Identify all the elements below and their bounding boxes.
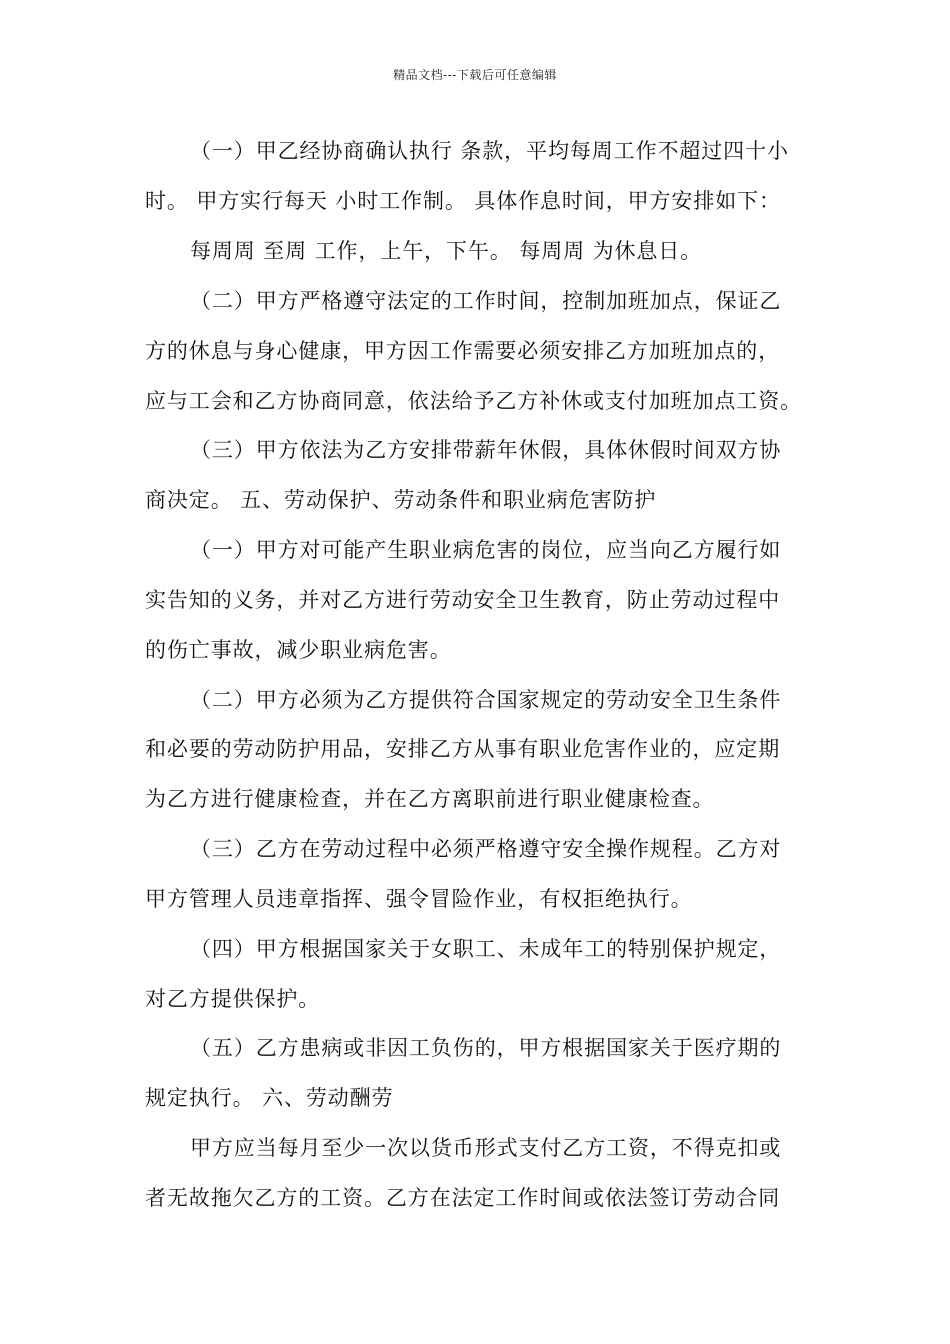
text-line: （三）甲方依法为乙方安排带薪年休假，具体休假时间双方协 xyxy=(190,438,782,462)
text-line: 对乙方提供保护。 xyxy=(145,987,321,1011)
text-line: （四）甲方根据国家关于女职工、未成年工的特别保护规定， xyxy=(190,937,782,961)
text-line: 为乙方进行健康检查，并在乙方离职前进行职业健康检查。 xyxy=(145,787,715,811)
text-line: 规定执行。 六、劳动酬劳 xyxy=(145,1086,394,1110)
text-line: （二）甲方严格遵守法定的工作时间，控制加班加点，保证乙 xyxy=(190,289,782,313)
text-line: 者无故拖欠乙方的工资。乙方在法定工作时间或依法签订劳动合同 xyxy=(145,1186,781,1210)
text-line: 甲方管理人员违章指挥、强令冒险作业，有权拒绝执行。 xyxy=(145,887,693,911)
text-line: 时。 甲方实行每天 小时工作制。 具体作息时间，甲方安排如下： xyxy=(145,189,781,213)
text-line: （一）甲乙经协商确认执行 条款，平均每周工作不超过四十小 xyxy=(190,139,789,163)
text-line: 每周周 至周 工作，上午，下午。 每周周 为休息日。 xyxy=(190,239,703,263)
text-line: 和必要的劳动防护用品，安排乙方从事有职业危害作业的，应定期 xyxy=(145,737,781,761)
text-line: （五）乙方患病或非因工负伤的，甲方根据国家关于医疗期的 xyxy=(190,1036,782,1060)
text-line: （二）甲方必须为乙方提供符合国家规定的劳动安全卫生条件 xyxy=(190,688,782,712)
text-line: （三）乙方在劳动过程中必须严格遵守安全操作规程。乙方对 xyxy=(190,837,782,861)
text-line: 的伤亡事故，减少职业病危害。 xyxy=(145,638,452,662)
text-line: 商决定。 五、劳动保护、劳动条件和职业病危害防护 xyxy=(145,488,657,512)
text-line: 实告知的义务，并对乙方进行劳动安全卫生教育，防止劳动过程中 xyxy=(145,588,781,612)
text-line: （一）甲方对可能产生职业病危害的岗位，应当向乙方履行如 xyxy=(190,538,782,562)
text-line: 应与工会和乙方协商同意，依法给予乙方补休或支付加班加点工资。 xyxy=(145,389,802,413)
page-header: 精品文档---下载后可任意编辑 xyxy=(393,68,557,82)
text-line: 甲方应当每月至少一次以货币形式支付乙方工资，不得克扣或 xyxy=(190,1136,782,1160)
text-line: 方的休息与身心健康，甲方因工作需要必须安排乙方加班加点的， xyxy=(145,339,781,363)
